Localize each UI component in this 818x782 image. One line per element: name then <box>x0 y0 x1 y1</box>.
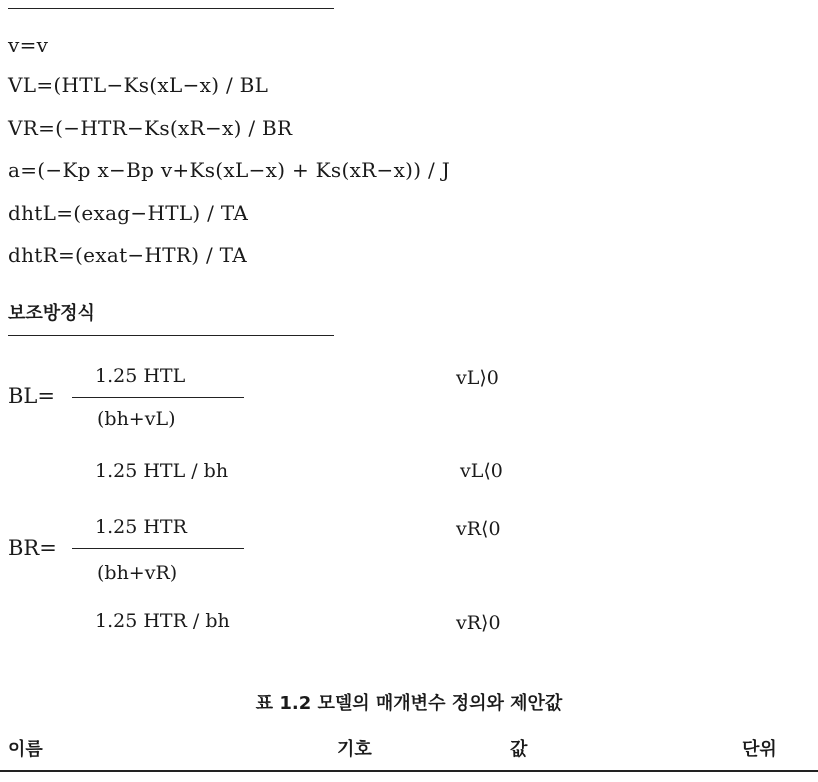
br-fraction-bar <box>72 548 244 549</box>
table-header-symbol: 기호 <box>337 739 372 760</box>
br-condition-1: vR⟨0 <box>456 518 501 540</box>
top-rule <box>8 8 334 9</box>
table-header-unit: 단위 <box>742 739 777 760</box>
equation-dhtl: dhtL=(exag−HTL) / TA <box>8 201 249 225</box>
equation-a: a=(−Kp x−Bp v+Ks(xL−x) + Ks(xR−x)) / J <box>8 158 451 182</box>
equation-vr: VR=(−HTR−Ks(xR−x) / BR <box>8 116 293 140</box>
br-denominator: (bh+vR) <box>97 562 178 584</box>
bl-condition-1: vL⟩0 <box>456 367 499 389</box>
bl-condition-2: vL⟨0 <box>460 460 503 482</box>
table-header-value: 값 <box>510 739 528 760</box>
bl-label: BL= <box>8 384 55 408</box>
equation-v: v=v <box>8 33 49 57</box>
br-label: BR= <box>8 536 57 560</box>
auxiliary-rule <box>8 335 334 336</box>
br-numerator: 1.25 HTR <box>95 516 187 538</box>
bl-fraction-bar <box>72 397 244 398</box>
bl-numerator: 1.25 HTL <box>95 365 186 387</box>
bl-alternate: 1.25 HTL / bh <box>95 460 229 482</box>
table-caption: 표 1.2 모델의 매개변수 정의와 제안값 <box>255 693 563 714</box>
table-header-rule <box>0 770 818 772</box>
equation-vl: VL=(HTL−Ks(xL−x) / BL <box>8 73 269 97</box>
br-condition-2: vR⟩0 <box>456 612 501 634</box>
br-alternate: 1.25 HTR / bh <box>95 610 230 632</box>
equation-dhtr: dhtR=(exat−HTR) / TA <box>8 243 247 267</box>
bl-denominator: (bh+vL) <box>97 408 176 430</box>
table-header-name: 이름 <box>8 739 43 760</box>
auxiliary-heading: 보조방정식 <box>8 303 95 324</box>
